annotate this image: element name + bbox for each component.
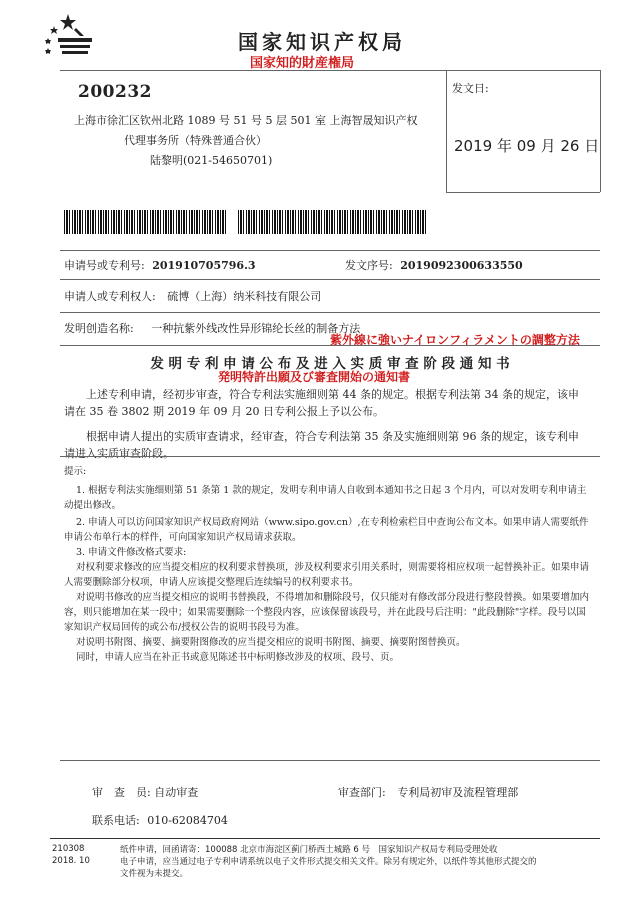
examiner-value: 自动审查 (154, 786, 199, 799)
agency-line: 代理事务所（特殊普通合伙） (124, 134, 267, 147)
applicant-row (64, 288, 321, 304)
department-row (338, 784, 518, 800)
application-number-value: 201910705796.3 (152, 259, 256, 272)
invention-row (64, 320, 360, 336)
serial-number-value: 2019092300633550 (400, 259, 523, 272)
frame-date-divider (446, 70, 447, 192)
contact-line: 陆黎明(021-54650701) (150, 154, 273, 167)
phone-label: 联系电话: (92, 814, 140, 827)
barcode-left (64, 210, 228, 234)
overlay-invention-title: 紫外線に強いナイロンフィラメントの調整方法 (330, 333, 580, 347)
frame-date-bottom (446, 192, 600, 193)
office-name: 国家知识产权局 (238, 30, 406, 54)
department-value: 专利局初审及流程管理部 (397, 786, 519, 799)
address-block (64, 82, 444, 168)
applicant-value: 硫博（上海）纳米科技有限公司 (167, 290, 322, 303)
tip-item-4: 对权利要求修改的应当提交相应的权利要求替换项，涉及权利要求引用关系时，则需要将相应权项一起替换补正。如果申请人需要删除部分权项，申请人应该提交整理后连续编号的权利要求书。 (64, 562, 590, 588)
row-line-2 (60, 279, 600, 280)
tips-heading: 提示: (64, 466, 87, 477)
footer-bottom-line (50, 838, 600, 839)
overlay-office-name: 国家知的財産権局 (250, 56, 355, 71)
bottom-notice-line-2: 电子申请，应当通过电子专利申请系统以电子文件形式提交相关文件。除另有规定外，以纸件等其他形式提交的 (120, 857, 537, 867)
phone-value: 010-62084704 (147, 814, 228, 827)
postcode: 200232 (78, 82, 152, 102)
frame-right-border (600, 70, 601, 192)
tip-item-7: 同时，申请人应当在补正书或意见陈述书中标明修改涉及的权项、段号、页。 (76, 652, 400, 663)
examiner-label: 审 查 员: (92, 786, 151, 799)
row-line-1 (60, 250, 600, 251)
send-date-value: 2019 年 09 月 26 日 (454, 137, 600, 155)
tips-top-line (60, 456, 600, 457)
notice-paragraph-1: 上述专利申请，经初步审查，符合专利法实施细则第 44 条的规定。根据专利法第 34 条的规定，该申请在 35 卷 3802 期 2019 年 09 月 20 日专利公报上予以公布。 (64, 388, 579, 418)
bottom-notice-line-1: 纸件申请，回函请寄：100088 北京市海淀区蓟门桥西土城路 6 号 国家知识产权局专利局受理处收 (120, 845, 498, 855)
notice-title: 发 明 专 利 申 请 公 布 及 进 入 实 质 审 查 阶 段 通 知 书 (150, 356, 510, 372)
form-date: 2018. 10 (52, 856, 90, 866)
tip-item-1: 1. 根据专利法实施细则第 51 条第 1 款的规定，发明专利申请人自收到本通知书之日起 3 个月内，可以对发明专利申请主动提出修改。 (64, 485, 587, 511)
bottom-notice-line-3: 文件视为未提交。 (120, 869, 189, 879)
send-date-label: 发文日: (452, 82, 489, 95)
application-number-label: 申请号或专利号: (64, 259, 145, 272)
row-line-4 (60, 345, 600, 346)
serial-number-row (345, 257, 523, 273)
address-line: 上海市徐汇区钦州北路 1089 号 51 号 5 层 501 室 上海智晟知识产权 (74, 114, 418, 127)
examiner-row (92, 784, 198, 800)
phone-row (92, 812, 228, 828)
tip-item-3: 3. 申请文件修改格式要求: (76, 547, 187, 558)
department-label: 审查部门: (338, 786, 386, 799)
tip-item-6: 对说明书附图、摘要、摘要附图修改的应当提交相应的说明书附图、摘要、摘要附图替换页。 (76, 637, 466, 648)
serial-number-label: 发文序号: (345, 259, 393, 272)
tips-section (64, 464, 590, 665)
footer-top-line (60, 760, 600, 761)
notice-paragraph-2: 根据申请人提出的实质审查请求，经审查，符合专利法第 35 条及实施细则第 96 条的规定，该专利申请进入实质审查阶段。 (64, 430, 579, 460)
tip-item-5: 对说明书修改的应当提交相应的说明书替换段，不得增加和删除段号，仅只能对有修改部分段进行整段替换。如果要增加内容，则只能增加在某一段中；如果需要删除一个整段内容，应该保留该段号，并在此段号后注明："此段删除"字样。段号以国家知识产权局回传的或公布/授权公告的说明书段号为准。 (64, 592, 590, 633)
row-line-3 (60, 312, 600, 313)
tip-item-2: 2. 申请人可以访问国家知识产权局政府网站（www.sipo.gov.cn）,在专利检索栏目中查询公布文本。如果申请人需要纸件申请公布单行本的样件，可向国家知识产权局请求获取。 (64, 517, 589, 543)
overlay-notice-title: 発明特許出願及び審査開始の通知書 (218, 370, 411, 384)
invention-label: 发明创造名称: (64, 322, 134, 335)
applicant-label: 申请人或专利权人: (64, 290, 156, 303)
application-number-row (64, 257, 256, 273)
barcode-right (238, 210, 428, 234)
form-code: 210308 (52, 844, 85, 854)
frame-top-line (60, 70, 600, 71)
invention-value: 一种抗紫外线改性异形锦纶长丝的制备方法 (151, 322, 361, 335)
notice-body (64, 386, 584, 462)
bottom-notice (120, 844, 596, 880)
emblem-logo (40, 12, 94, 60)
